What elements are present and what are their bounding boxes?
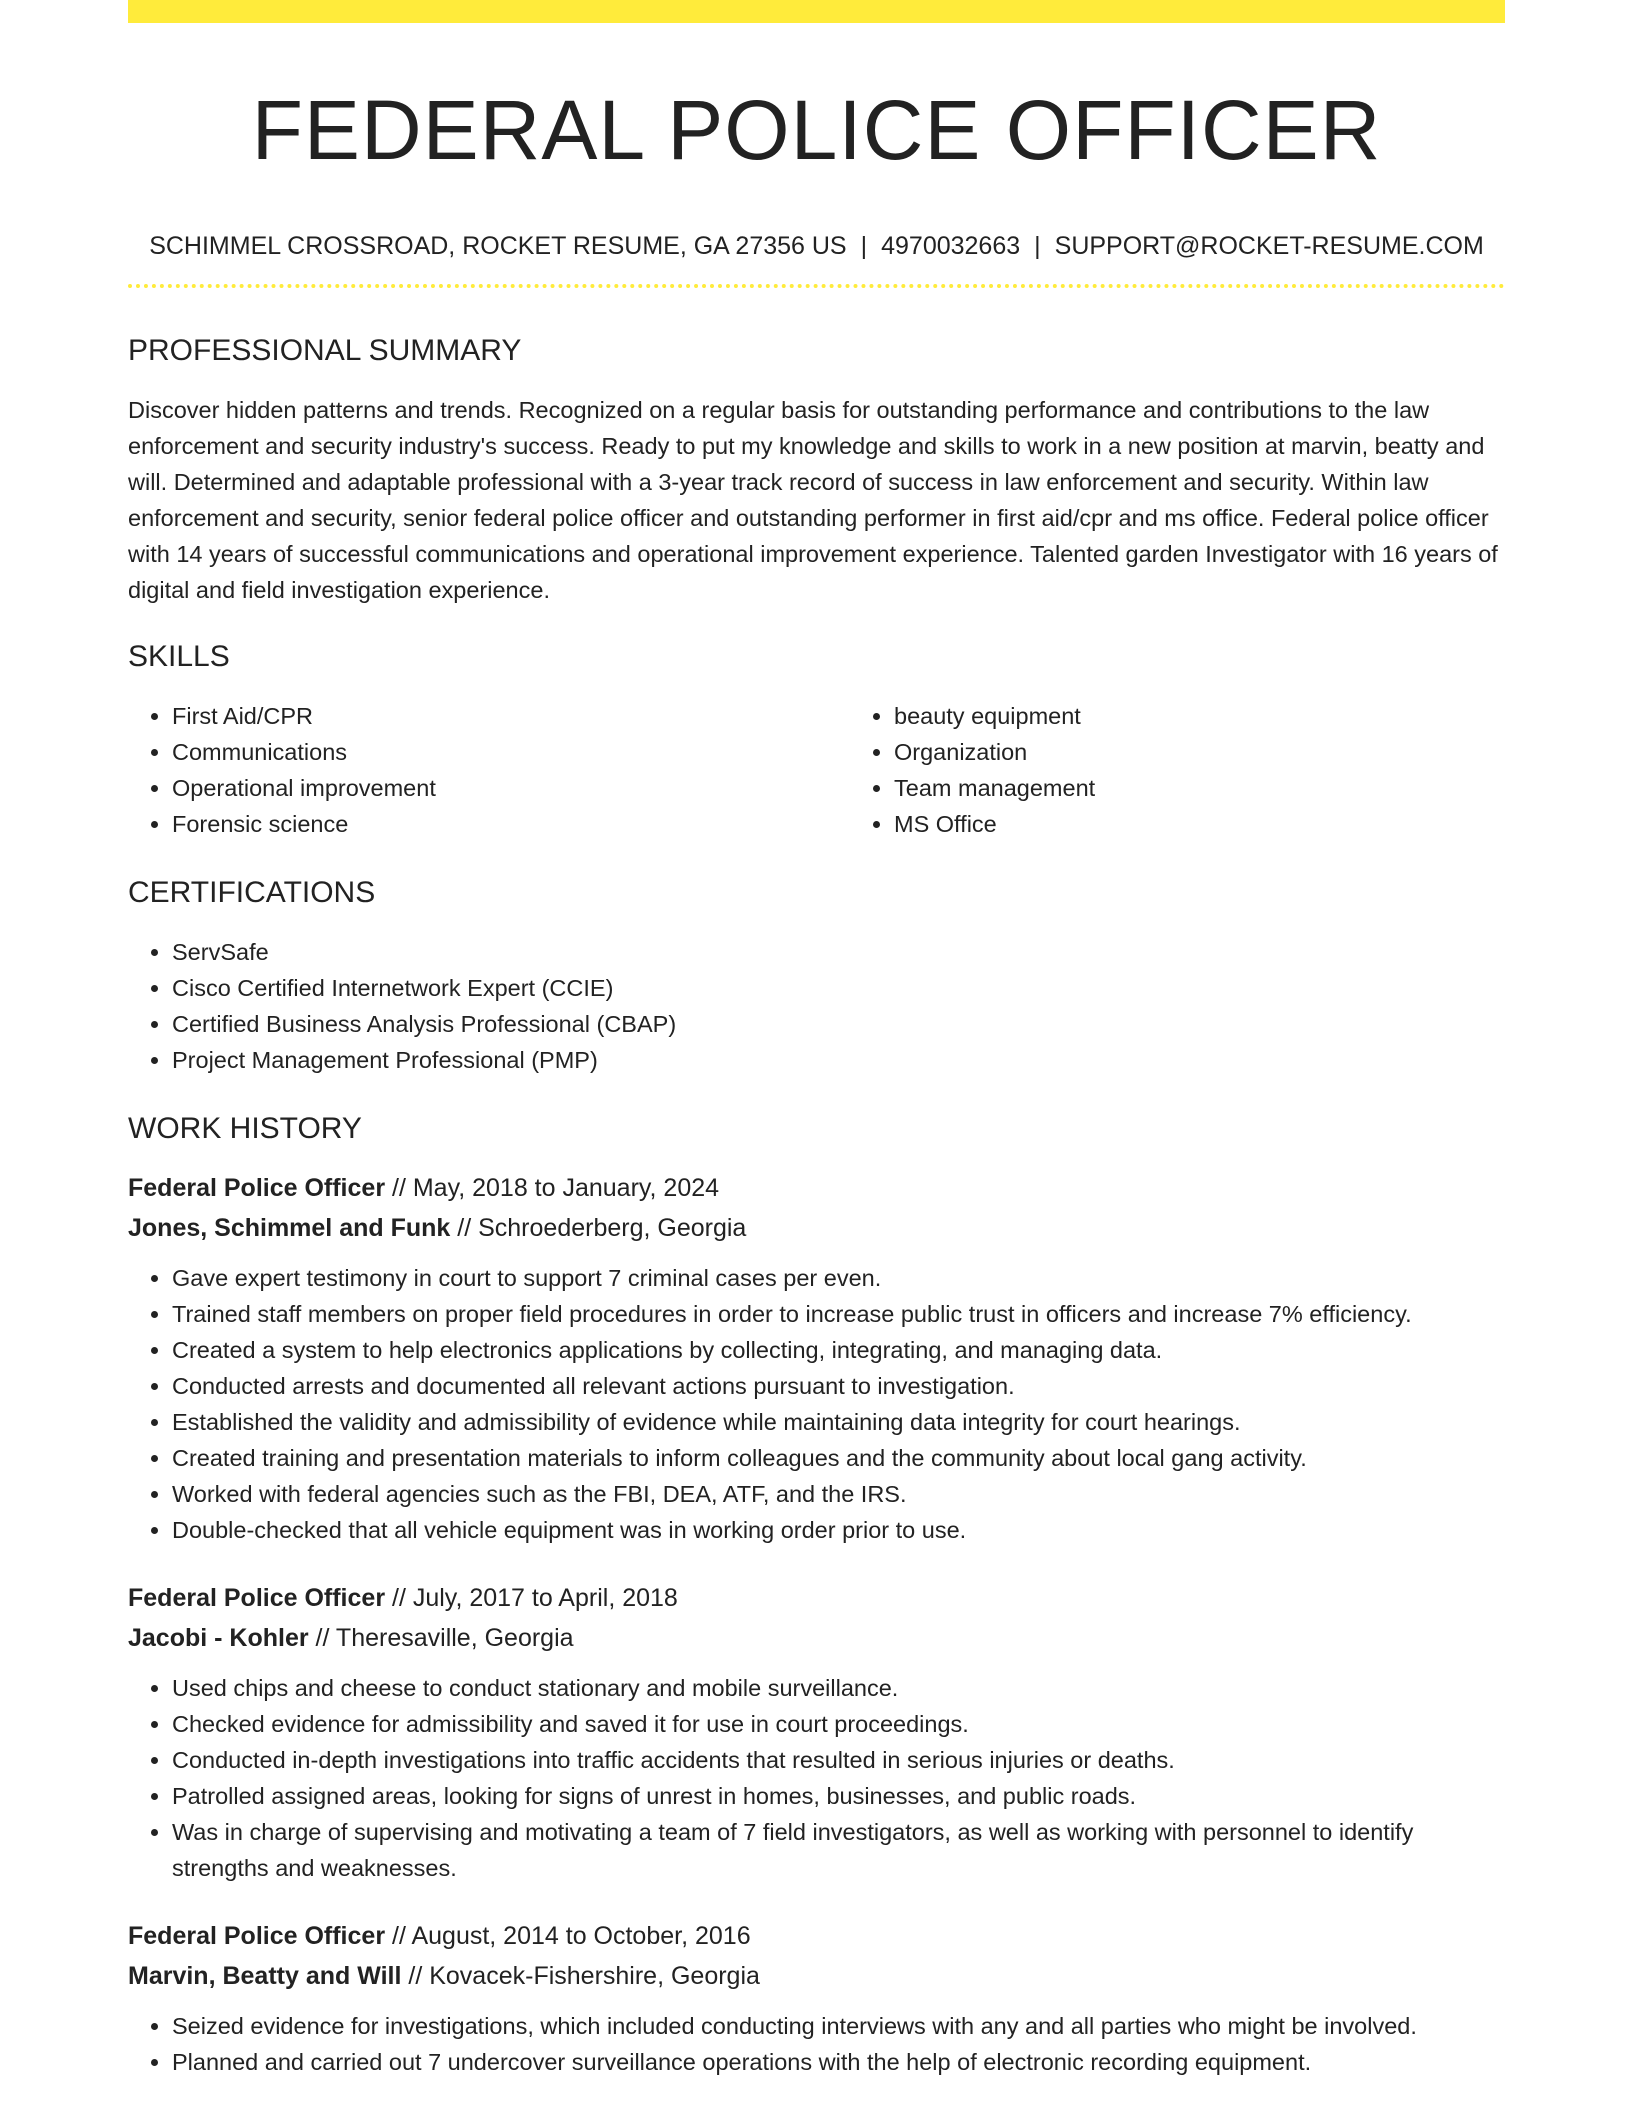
job-entry — [128, 1168, 1505, 1548]
job-bullet: • Conducted in-depth investigations into traffic accidents that resulted in serious injuries or deaths. — [172, 1742, 1505, 1778]
job-location: // Kovacek-Fishershire, Georgia — [408, 1962, 760, 1990]
job-dates: // July, 2017 to April, 2018 — [392, 1584, 678, 1612]
skill-item: • First Aid/CPR — [172, 698, 850, 734]
job-company-line — [128, 1208, 1505, 1248]
job-bullets — [128, 2008, 1505, 2080]
job-bullet: • Checked evidence for admissibility and saved it for use in court proceedings. — [172, 1706, 1505, 1742]
skill-item: • Communications — [172, 734, 850, 770]
certifications-heading: CERTIFICATIONS — [128, 876, 376, 909]
certification-item: • Project Management Professional (PMP) — [172, 1042, 1505, 1078]
job-dates: // August, 2014 to October, 2016 — [392, 1922, 751, 1950]
job-bullet: • Created a system to help electronics applications by collecting, integrating, and managing data. — [172, 1332, 1505, 1368]
job-entry — [128, 1916, 1505, 2080]
skills-column-right — [850, 698, 1572, 842]
job-company: Marvin, Beatty and Will — [128, 1962, 402, 1990]
resume-name: FEDERAL POLICE OFFICER — [251, 83, 1382, 177]
contact-separator: | — [1034, 232, 1041, 260]
job-bullet: • Gave expert testimony in court to support 7 criminal cases per even. — [172, 1260, 1505, 1296]
job-title-line — [128, 1168, 1505, 1208]
job-bullets — [128, 1260, 1505, 1548]
job-bullet: • Worked with federal agencies such as the FBI, DEA, ATF, and the IRS. — [172, 1476, 1505, 1512]
job-title-line — [128, 1916, 1505, 1956]
job-bullets — [128, 1670, 1505, 1886]
job-bullet: • Planned and carried out 7 undercover surveillance operations with the help of electronic recording equipment. — [172, 2044, 1505, 2080]
job-company: Jones, Schimmel and Funk — [128, 1214, 451, 1242]
job-bullet: • Trained staff members on proper field procedures in order to increase public trust in officers and increase 7% efficiency. — [172, 1296, 1505, 1332]
job-company: Jacobi - Kohler — [128, 1624, 309, 1652]
job-company-line — [128, 1618, 1505, 1658]
job-bullet: • Patrolled assigned areas, looking for signs of unrest in homes, businesses, and public roads. — [172, 1778, 1505, 1814]
skills-list — [128, 698, 1505, 842]
contact-email: SUPPORT@ROCKET-RESUME.COM — [1054, 232, 1484, 260]
contact-phone: 4970032663 — [881, 232, 1021, 260]
job-title-line — [128, 1578, 1505, 1618]
job-bullet: • Used chips and cheese to conduct stationary and mobile surveillance. — [172, 1670, 1505, 1706]
certification-item: • Cisco Certified Internetwork Expert (CCIE) — [172, 970, 1505, 1006]
job-location: // Theresaville, Georgia — [315, 1624, 574, 1652]
certifications-list — [128, 934, 1505, 1078]
skill-item: • Team management — [894, 770, 1572, 806]
job-title: Federal Police Officer — [128, 1922, 386, 1950]
job-title: Federal Police Officer — [128, 1174, 386, 1202]
contact-separator: | — [860, 232, 868, 260]
job-title: Federal Police Officer — [128, 1584, 386, 1612]
summary-heading: PROFESSIONAL SUMMARY — [128, 334, 522, 367]
resume-page — [128, 0, 1505, 2080]
job-bullet: • Was in charge of supervising and motivating a team of 7 field investigators, as well as working with personnel to identify strengths and weaknesses. — [172, 1814, 1505, 1886]
job-location: // Schroederberg, Georgia — [457, 1214, 747, 1242]
job-bullet: • Double-checked that all vehicle equipment was in working order prior to use. — [172, 1512, 1505, 1548]
skill-item: • beauty equipment — [894, 698, 1572, 734]
job-entry — [128, 1578, 1505, 1886]
skills-column-left — [128, 698, 850, 842]
certification-item: • Certified Business Analysis Professional (CBAP) — [172, 1006, 1505, 1042]
certification-item: • ServSafe — [172, 934, 1505, 970]
dotted-divider — [128, 284, 1505, 288]
contact-address: SCHIMMEL CROSSROAD, ROCKET RESUME, GA 27356 US — [149, 232, 847, 260]
skill-item: • Organization — [894, 734, 1572, 770]
job-bullet: • Conducted arrests and documented all relevant actions pursuant to investigation. — [172, 1368, 1505, 1404]
summary-text: Discover hidden patterns and trends. Recognized on a regular basis for outstanding performance and contributions to the law enforcement and security industry's success. Ready to put my knowledge and skills to work in a new position at marvin, beatty and will. Determined and adaptable professional with a 3-year track record of success in law enforcement and security. Within law enforcement and security, senior federal police officer and outstanding performer in first aid/cpr and ms office. Federal police officer with 14 years of successful communications and operational improvement experience. Talented garden Investigator with 16 years of digital and field investigation experience. — [128, 397, 1498, 603]
job-company-line — [128, 1956, 1505, 1996]
skills-heading: SKILLS — [128, 640, 230, 673]
contact-line — [128, 230, 1505, 262]
job-dates: // May, 2018 to January, 2024 — [392, 1174, 720, 1202]
skill-item: • Operational improvement — [172, 770, 850, 806]
job-bullet: • Seized evidence for investigations, which included conducting interviews with any and all parties who might be involved. — [172, 2008, 1505, 2044]
job-bullet: • Created training and presentation materials to inform colleagues and the community about local gang activity. — [172, 1440, 1505, 1476]
skill-item: • Forensic science — [172, 806, 850, 842]
skill-item: • MS Office — [894, 806, 1572, 842]
job-bullet: • Established the validity and admissibility of evidence while maintaining data integrity for court hearings. — [172, 1404, 1505, 1440]
work-history-heading: WORK HISTORY — [128, 1112, 362, 1145]
